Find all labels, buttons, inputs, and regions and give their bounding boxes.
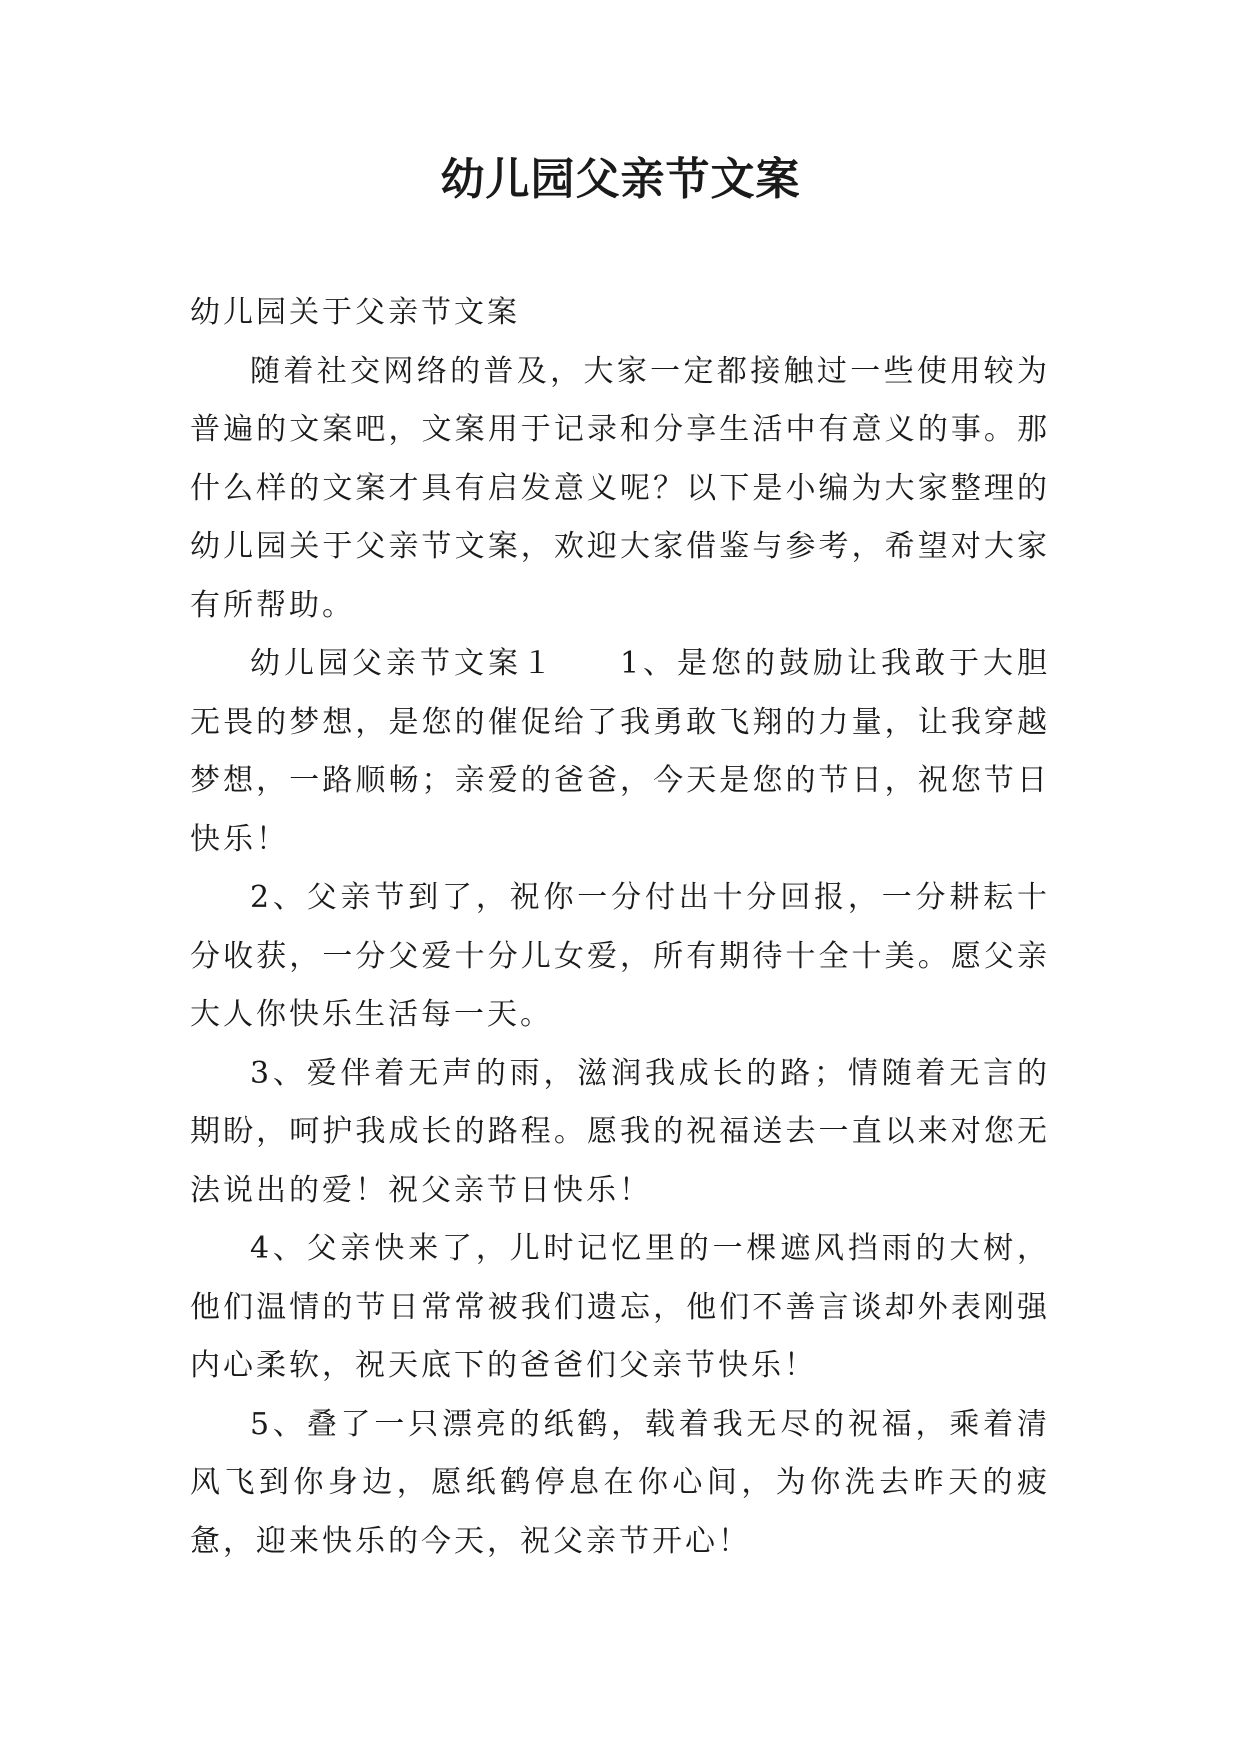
document-subtitle: 幼儿园关于父亲节文案 bbox=[190, 295, 520, 330]
list-item-1: 1、是您的鼓励让我敢于大胆无畏的梦想，是您的催促给了我勇敢飞翔的力量，让我穿越梦想，一路顺畅；亲爱的爸爸，今天是您的节日，祝您节日快乐！ bbox=[190, 646, 1051, 857]
list-item-3: 3、爱伴着无声的雨，滋润我成长的路；情随着无言的期盼，呵护我成长的路程。愿我的祝福送去一直以来对您无法说出的爱！祝父亲节日快乐！ bbox=[190, 1055, 1050, 1208]
list-item-2: 2、父亲节到了，祝你一分付出十分回报，一分耕耘十分收获，一分父爱十分儿女爱，所有期待十全十美。愿父亲大人你快乐生活每一天。 bbox=[190, 880, 1050, 1032]
document-body bbox=[190, 284, 1050, 1571]
intro-paragraph: 随着社交网络的普及，大家一定都接触过一些使用较为普遍的文案吧，文案用于记录和分享生活中有意义的事。那什么样的文案才具有启发意义呢？以下是小编为大家整理的幼儿园关于父亲节文案，欢迎大家借鉴与参考，希望对大家有所帮助。 bbox=[190, 353, 1050, 623]
list-item-5: 5、叠了一只漂亮的纸鹤，载着我无尽的祝福，乘着清风飞到你身边，愿纸鹤停息在你心间，为你洗去昨天的疲惫，迎来快乐的今天，祝父亲节开心！ bbox=[190, 1406, 1050, 1559]
section-paragraph-1 bbox=[190, 635, 1050, 869]
list-item-4: 4、父亲快来了，儿时记忆里的一棵遮风挡雨的大树，他们温情的节日常常被我们遗忘，他们不善言谈却外表刚强内心柔软，祝天底下的爸爸们父亲节快乐！ bbox=[190, 1231, 1050, 1383]
document-title: 幼儿园父亲节文案 bbox=[440, 154, 801, 205]
section-heading: 幼儿园父亲节文案１ bbox=[250, 646, 556, 681]
